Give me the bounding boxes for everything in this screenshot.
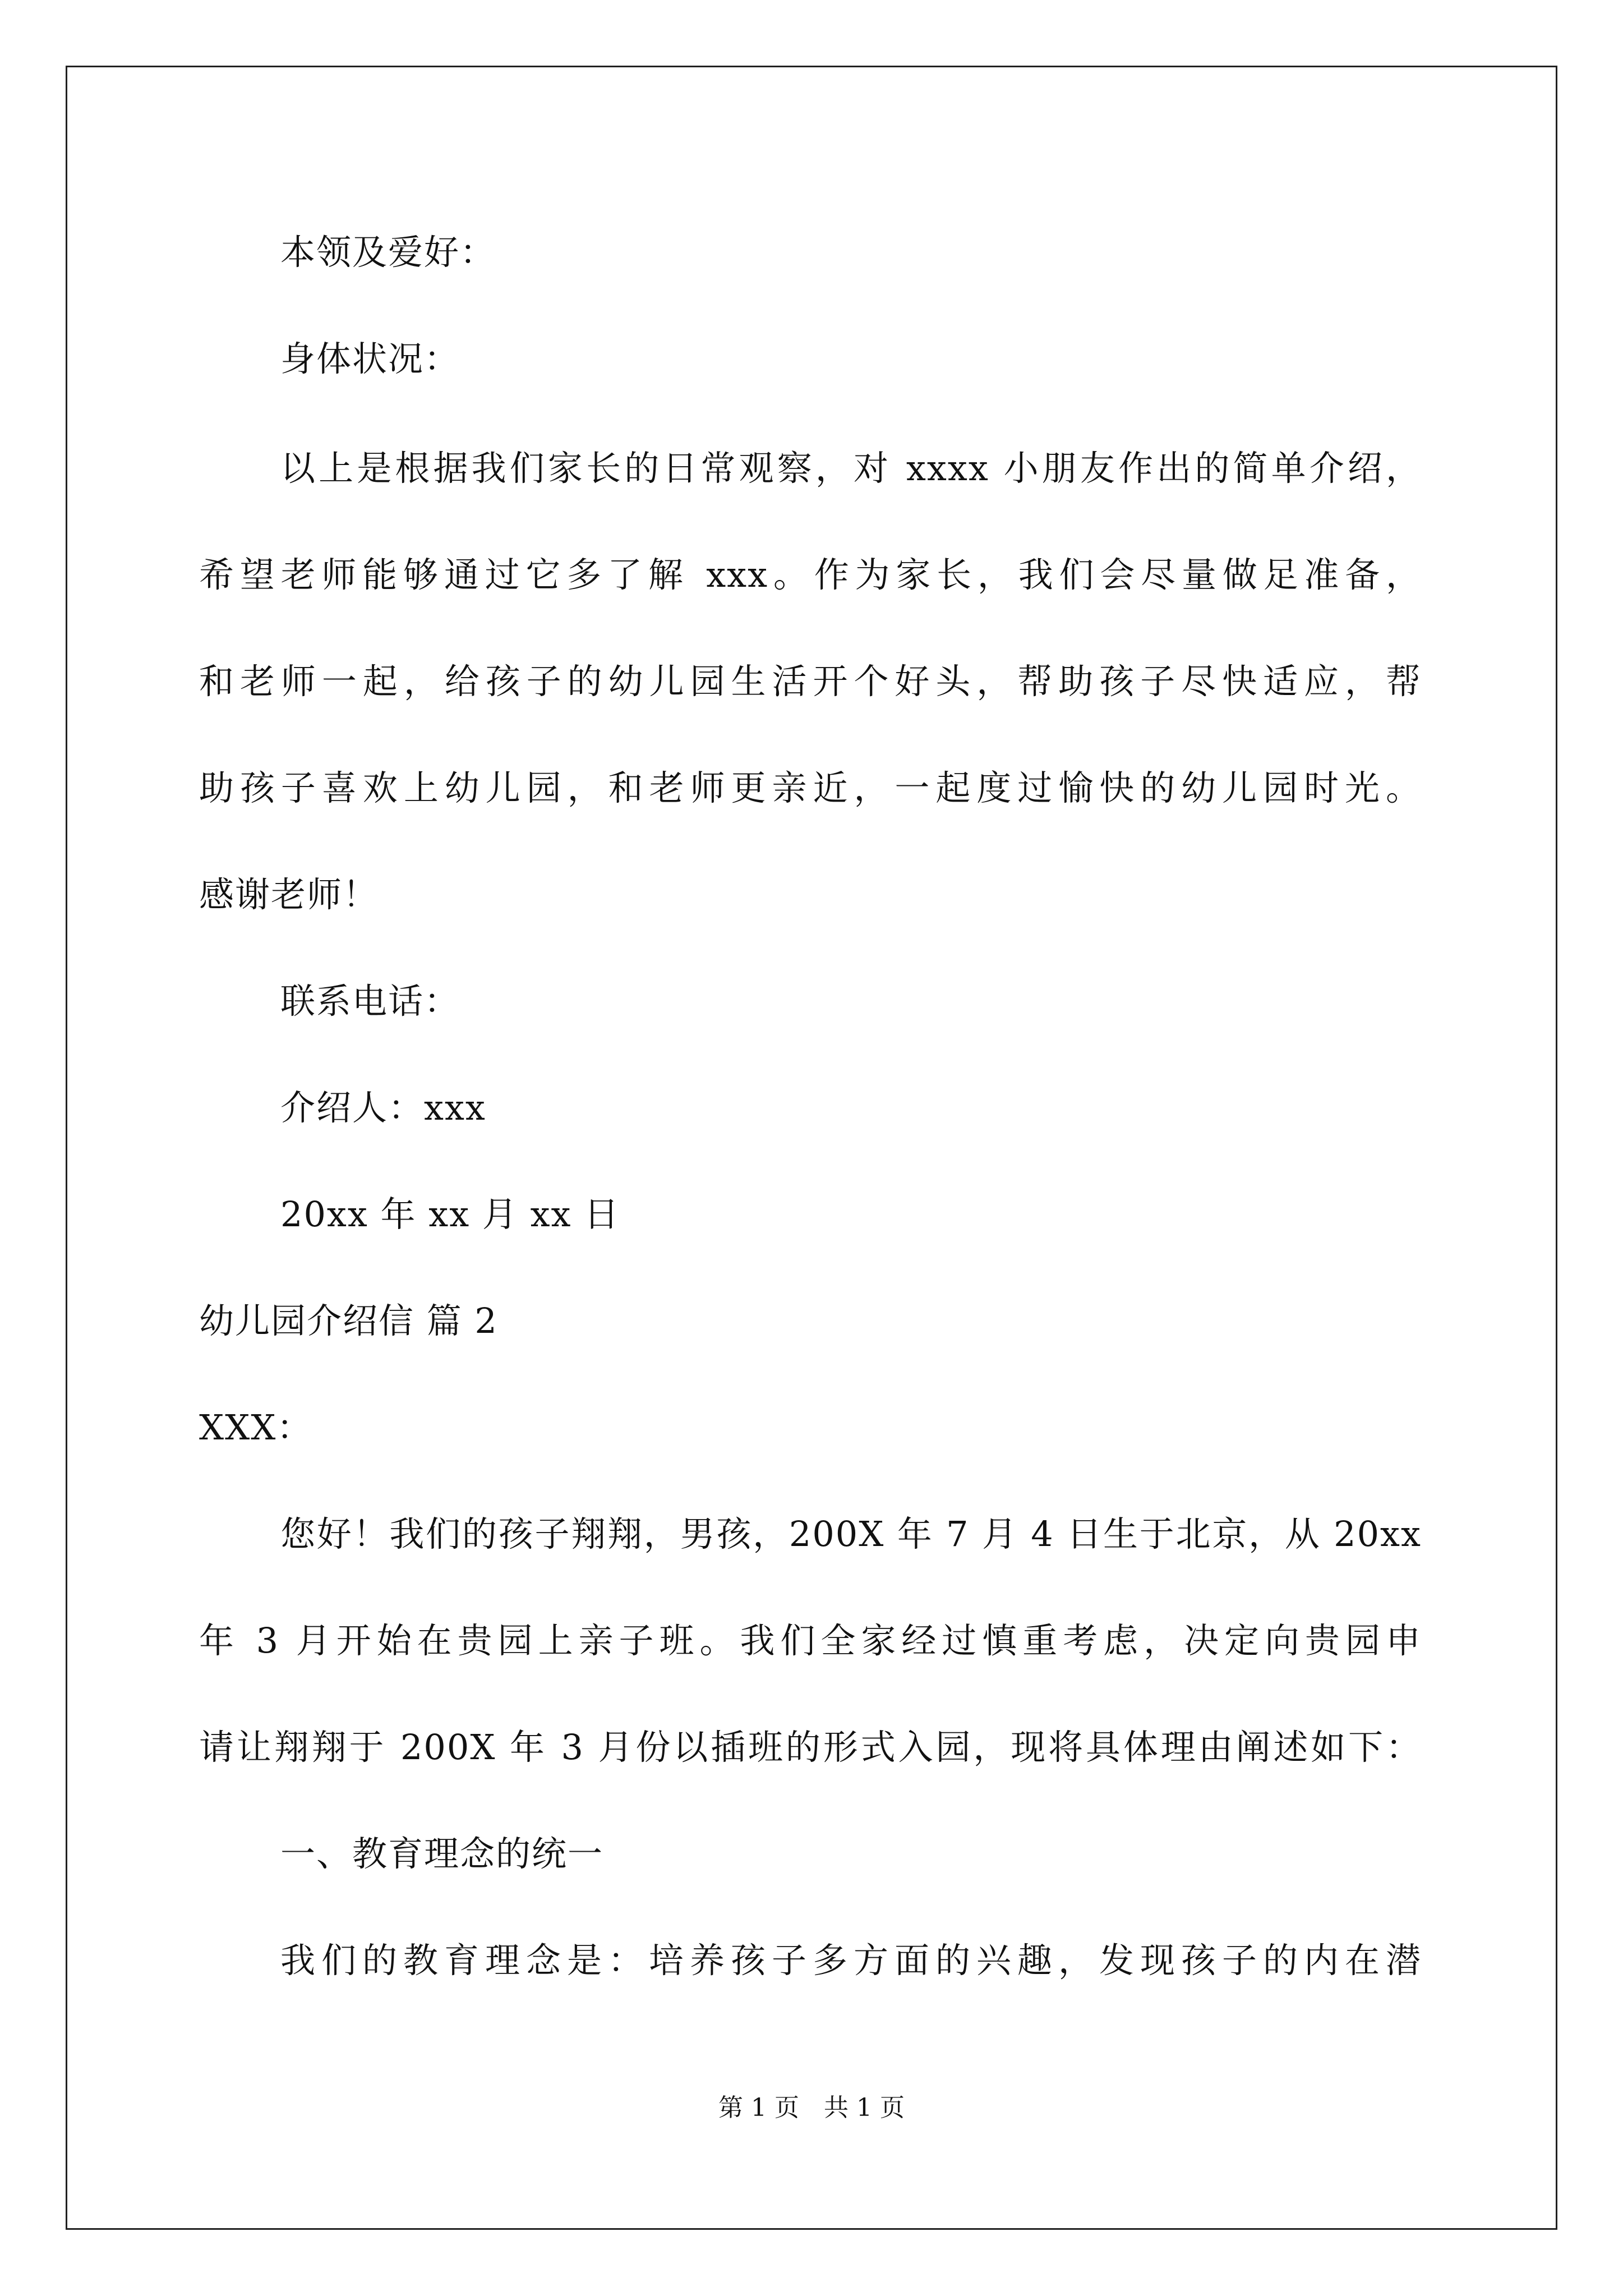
paragraph-line: 年 3 月开始在贵园上亲子班。我们全家经过慎重考虑，决定向贵园申	[199, 1620, 1422, 1661]
section-heading: 幼儿园介绍信 篇 2	[199, 1300, 498, 1341]
paragraph-line: 希望老师能够通过它多了解 xxx。作为家长，我们会尽量做足准备，	[199, 554, 1422, 595]
paragraph-line: 我们的教育理念是：培养孩子多方面的兴趣，发现孩子的内在潜	[280, 1940, 1422, 1981]
paragraph-line: 和老师一起，给孩子的幼儿园生活开个好头，帮助孩子尽快适应，帮	[199, 661, 1422, 702]
phone-label: 联系电话：	[280, 981, 460, 1022]
thanks-line: 感谢老师！	[199, 874, 379, 915]
subheading: 一、教育理念的统一	[280, 1833, 604, 1874]
salutation: XXX：	[199, 1407, 313, 1448]
health-label: 身体状况：	[280, 338, 460, 379]
paragraph-line: 助孩子喜欢上幼儿园，和老师更亲近，一起度过愉快的幼儿园时光。	[199, 767, 1422, 808]
page-footer: 第 1 页 共 1 页	[718, 2093, 905, 2122]
paragraph-line: 您好！我们的孩子翔翔，男孩，200X 年 7 月 4 日生于北京，从 20xx	[280, 1513, 1422, 1554]
hobbies-label: 本领及爱好：	[280, 232, 496, 273]
date-line: 20xx 年 xx 月 xx 日	[280, 1194, 620, 1235]
introducer-line: 介绍人：xxx	[280, 1087, 486, 1128]
paragraph-line: 请让翔翔于 200X 年 3 月份以插班的形式入园，现将具体理由阐述如下：	[199, 1727, 1422, 1768]
paragraph-line: 以上是根据我们家长的日常观察，对 xxxx 小朋友作出的简单介绍，	[280, 448, 1422, 489]
page-border	[66, 66, 1557, 2230]
